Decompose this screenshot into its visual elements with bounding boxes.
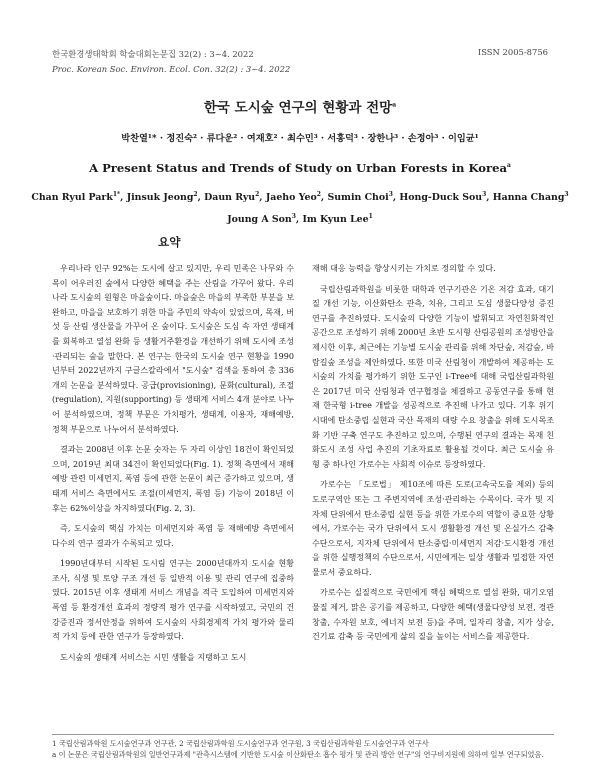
abstract-paragraph: 1990년대부터 시작된 도시림 연구는 2000년대까지 도시숲 현황 조사, 식생 및 토양 구조 개선 등 일반적 이용 및 관리 연구에 집중하였다. 2015년 이후 생태계 서비스 개념을 적극 도입하여 미세먼지와 폭염 등 환경개선 효과의 정량적 평가 연구를 시작하였고, 국민의 건강증진과 정서안정을 위하여 도시숲의 사회경제적 가치 평가와 물리적 가치 등에 관한 연구가 등장하였다. [52,559,294,642]
author-name: Sumin Choi [327,192,389,203]
journal-header [52,47,290,77]
authors-korean: 박찬열¹* · 정진숙² · 류다운² · 여재호² · 최수민³ · 서홍덕³ · 장한나³ · 손정아³ · 이임균¹ [121,133,479,144]
author-affiliation-mark: 3 [388,190,393,198]
abstract-paragraph: 도시숲의 생태계 서비스는 시민 생활을 지탱하고 도시 [60,652,247,662]
authors-english-line-1: Chan Ryul Park$^{1*}$, Jinsuk Jeong$^2$, Daun Ryu$^2$, Jaeho Yeo$^2$, Sumin Choi$^3$, Hong-Duck Sou$^3$, Hanna Chang$^3$ [31,190,569,203]
author-name: Hanna Chang [492,192,565,203]
abstract-paragraph: 가로수는 실질적으로 국민에게 핵심 혜택으로 열섬 완화, 대기오염물질 제거, 맑은 공기를 제공하고, 다양한 혜택(생물다양성 보전, 경관 창출, 수자원 보호, 에너지 보전 등)을 주며, 일자리 창출, 지가 상승, 건기료 감축 등 국민에게 삶의 질을 높이는 서비스를 제공한다. [312,588,554,642]
journal-citation-ko: 한국환경생태학회 학술대회논문집 32(2) : 3~4. 2022 [52,49,254,59]
journal-citation-en: Proc. Korean Soc. Environ. Ecol. Con. 32(2) : 3~4. 2022 [52,64,291,74]
footnote: 1 국립산림과학원 도시숲연구과 연구관, 2 국립산림과학원 도시숲연구과 연구원, 3 국립산림과학원 도시숲연구과 연구사 [52,739,429,748]
title-english-footnote-mark: a [507,162,511,170]
issn: ISSN 2005-8756 [477,47,548,57]
abstract-paragraph: 국립산림과학원을 비롯한 대학과 연구기관은 기온 저감 효과, 대기질 개선 기능, 이산화탄소 관측, 치유, 그리고 도심 생물다양성 증진 연구를 추진하였다. 도시숲의 다양한 기능이 발휘되고 자연친화적인 공간으로 조성하기 위해 2000년 초반 도시형 산림공원의 조성방안을 제시한 이후, 최근에는 기능별 도시숲 관리를 위해 차단숲, 저감숲, 바람길숲 조성을 제안하였다. 또한 미국 산림청이 개발하여 제공하는 도시숲의 가치를 평가하기 위한 도구인 i-Tree에 대해 국립산림과학원은 2017년 미국 산림청과 연구협정을 체결하고 공동연구를 통해 현재 한국형 i-tree 개발을 성공적으로 추진해 나가고 있다. 기후 위기 시대에 탄소중립 실현과 국산 목재의 대량 수요 창출을 위해 도시목조화 기반 구축 연구도 추진하고 있으며, 수행된 연구의 결과는 목재 친화도시 조성 사업 추진의 기초자료로 활용될 것이다. 최근 도시숲 유형 중 하나인 가로수는 사회적 이슈로 등장하였다. [312,284,554,469]
author-name: Chan Ryul Park [31,192,113,203]
title-korean-text: 한국 도시숲 연구의 현황과 전망 [203,100,393,116]
author-name: Jaeho Yeo [265,192,317,203]
abstract-paragraph: 즉, 도시숲의 핵심 가치는 미세먼지와 폭염 등 재해예방 측면에서 다수의 연구 결과가 수록되고 있다. [52,524,294,548]
authors-english [30,187,570,231]
author-affiliation-mark: 2 [193,190,198,198]
abstract-paragraph: 재해 대응 능력을 향상시키는 가치로 정의할 수 있다. [312,264,496,273]
authors-english-line-2: Joung A Son$^3$, Im Kyun Lee$^1$ [227,212,373,225]
author-affiliation-mark: 3 [482,190,487,198]
author-name: Hong-Duck Sou [399,192,483,203]
author-name: Im Kyun Lee [302,214,369,225]
author-name: Joung A Son [227,214,292,225]
author-affiliation-mark: 2 [316,190,321,198]
footnotes [52,738,554,760]
title-korean [0,96,600,116]
abstract-paragraph: 가로수는 「도로법」 제10조에 따른 도로(고속국도를 제외) 등의 도로구역안 또는 그 주변지역에 조성·관리하는 수목이다. 국가 및 지자체 단위에서 탄소중립 실현 등을 위한 가로수의 역할이 중요한 상황에서, 가로수는 국가 단위에서 도시 생활환경 개선 및 온실가스 감축 수단으로서, 지자체 단위에서 탄소중립·미세먼지 저감·도시환경 개선을 위한 실행정책의 수단으로서, 시민에게는 일상 생활과 밀접한 자연물로서 중요하다. [312,480,554,577]
author-affiliation-mark: 1* [112,190,121,198]
author-affiliation-mark: 3 [564,190,569,198]
right-column [312,262,554,651]
author-affiliation-mark: 1 [368,212,373,220]
footnote-divider [52,734,554,735]
abstract-paragraph: 우리나라 인구 92%는 도시에 살고 있지만, 우리 민족은 나무와 수목이 어우러진 숲에서 다양한 혜택을 주는 산림을 가꾸어 왔다. 우리나라 도시숲의 원형은 마을숲이다. 마을숲은 마을의 부족한 부분을 보완하고, 마을을 보호하기 위한 마을 주민의 약속이 있었으며, 목재, 버섯 등 산림 생산물을 가꾸어 온 숲이다. 도시숲은 도심 속 자연 생태계를 회복하고 열섬 완화 등 생활거주환경을 개선하기 위해 도시에 조성·관리되는 숲을 말한다. 본 연구는 한국의 도시숲 연구 현황을 1990년부터 2022년까지 구글스칼라에서 "도시숲" 검색을 통하여 총 336개의 논문을 분석하였다. 공급(provisioning), 문화(cultural), 조절(regulation), 지원(supporting) 등 생태계 서비스 4개 분야로 나누어 분석하였으며, 정책 부문은 가치평가, 생태계, 이용자, 재해예방, 정책 부문으로 나누어서 분석하였다. [52,264,294,434]
abstract-paragraph: 결과는 2008년 이후 논문 숫자는 두 자리 이상인 18건이 확인되었으며, 2019년 최대 34건이 확인되었다(Fig. 1). 정책 측면에서 재해예방 관련 미세먼지, 폭염 등에 관한 논문이 최근 증가하고 있으며, 생태계 서비스 측면에서도 조절(미세먼지, 폭염 등) 기능이 2018년 이후는 62%이상을 차지하였다(Fig. 2, 3). [52,445,294,513]
abstract-heading: 요약 [158,235,181,249]
title-english-text: A Present Status and Trends of Study on Urban Forests in Korea [89,161,508,175]
author-affiliation-mark: 2 [255,190,260,198]
author-name: Jinsuk Jeong [126,192,194,203]
author-affiliation-mark: 3 [291,212,296,220]
left-column [52,262,294,671]
footnote: a 이 논문은 국립산림과학원의 일반연구과제 "관측시스템에 기반한 도시숲 이산화탄소 흡수 평가 및 관리 방안 연구"의 연구비지원에 의하여 일부 연구되었음. [52,750,544,759]
title-english [0,161,600,175]
author-name: Daun Ryu [204,192,256,203]
title-korean-footnote-mark: a [392,101,397,109]
